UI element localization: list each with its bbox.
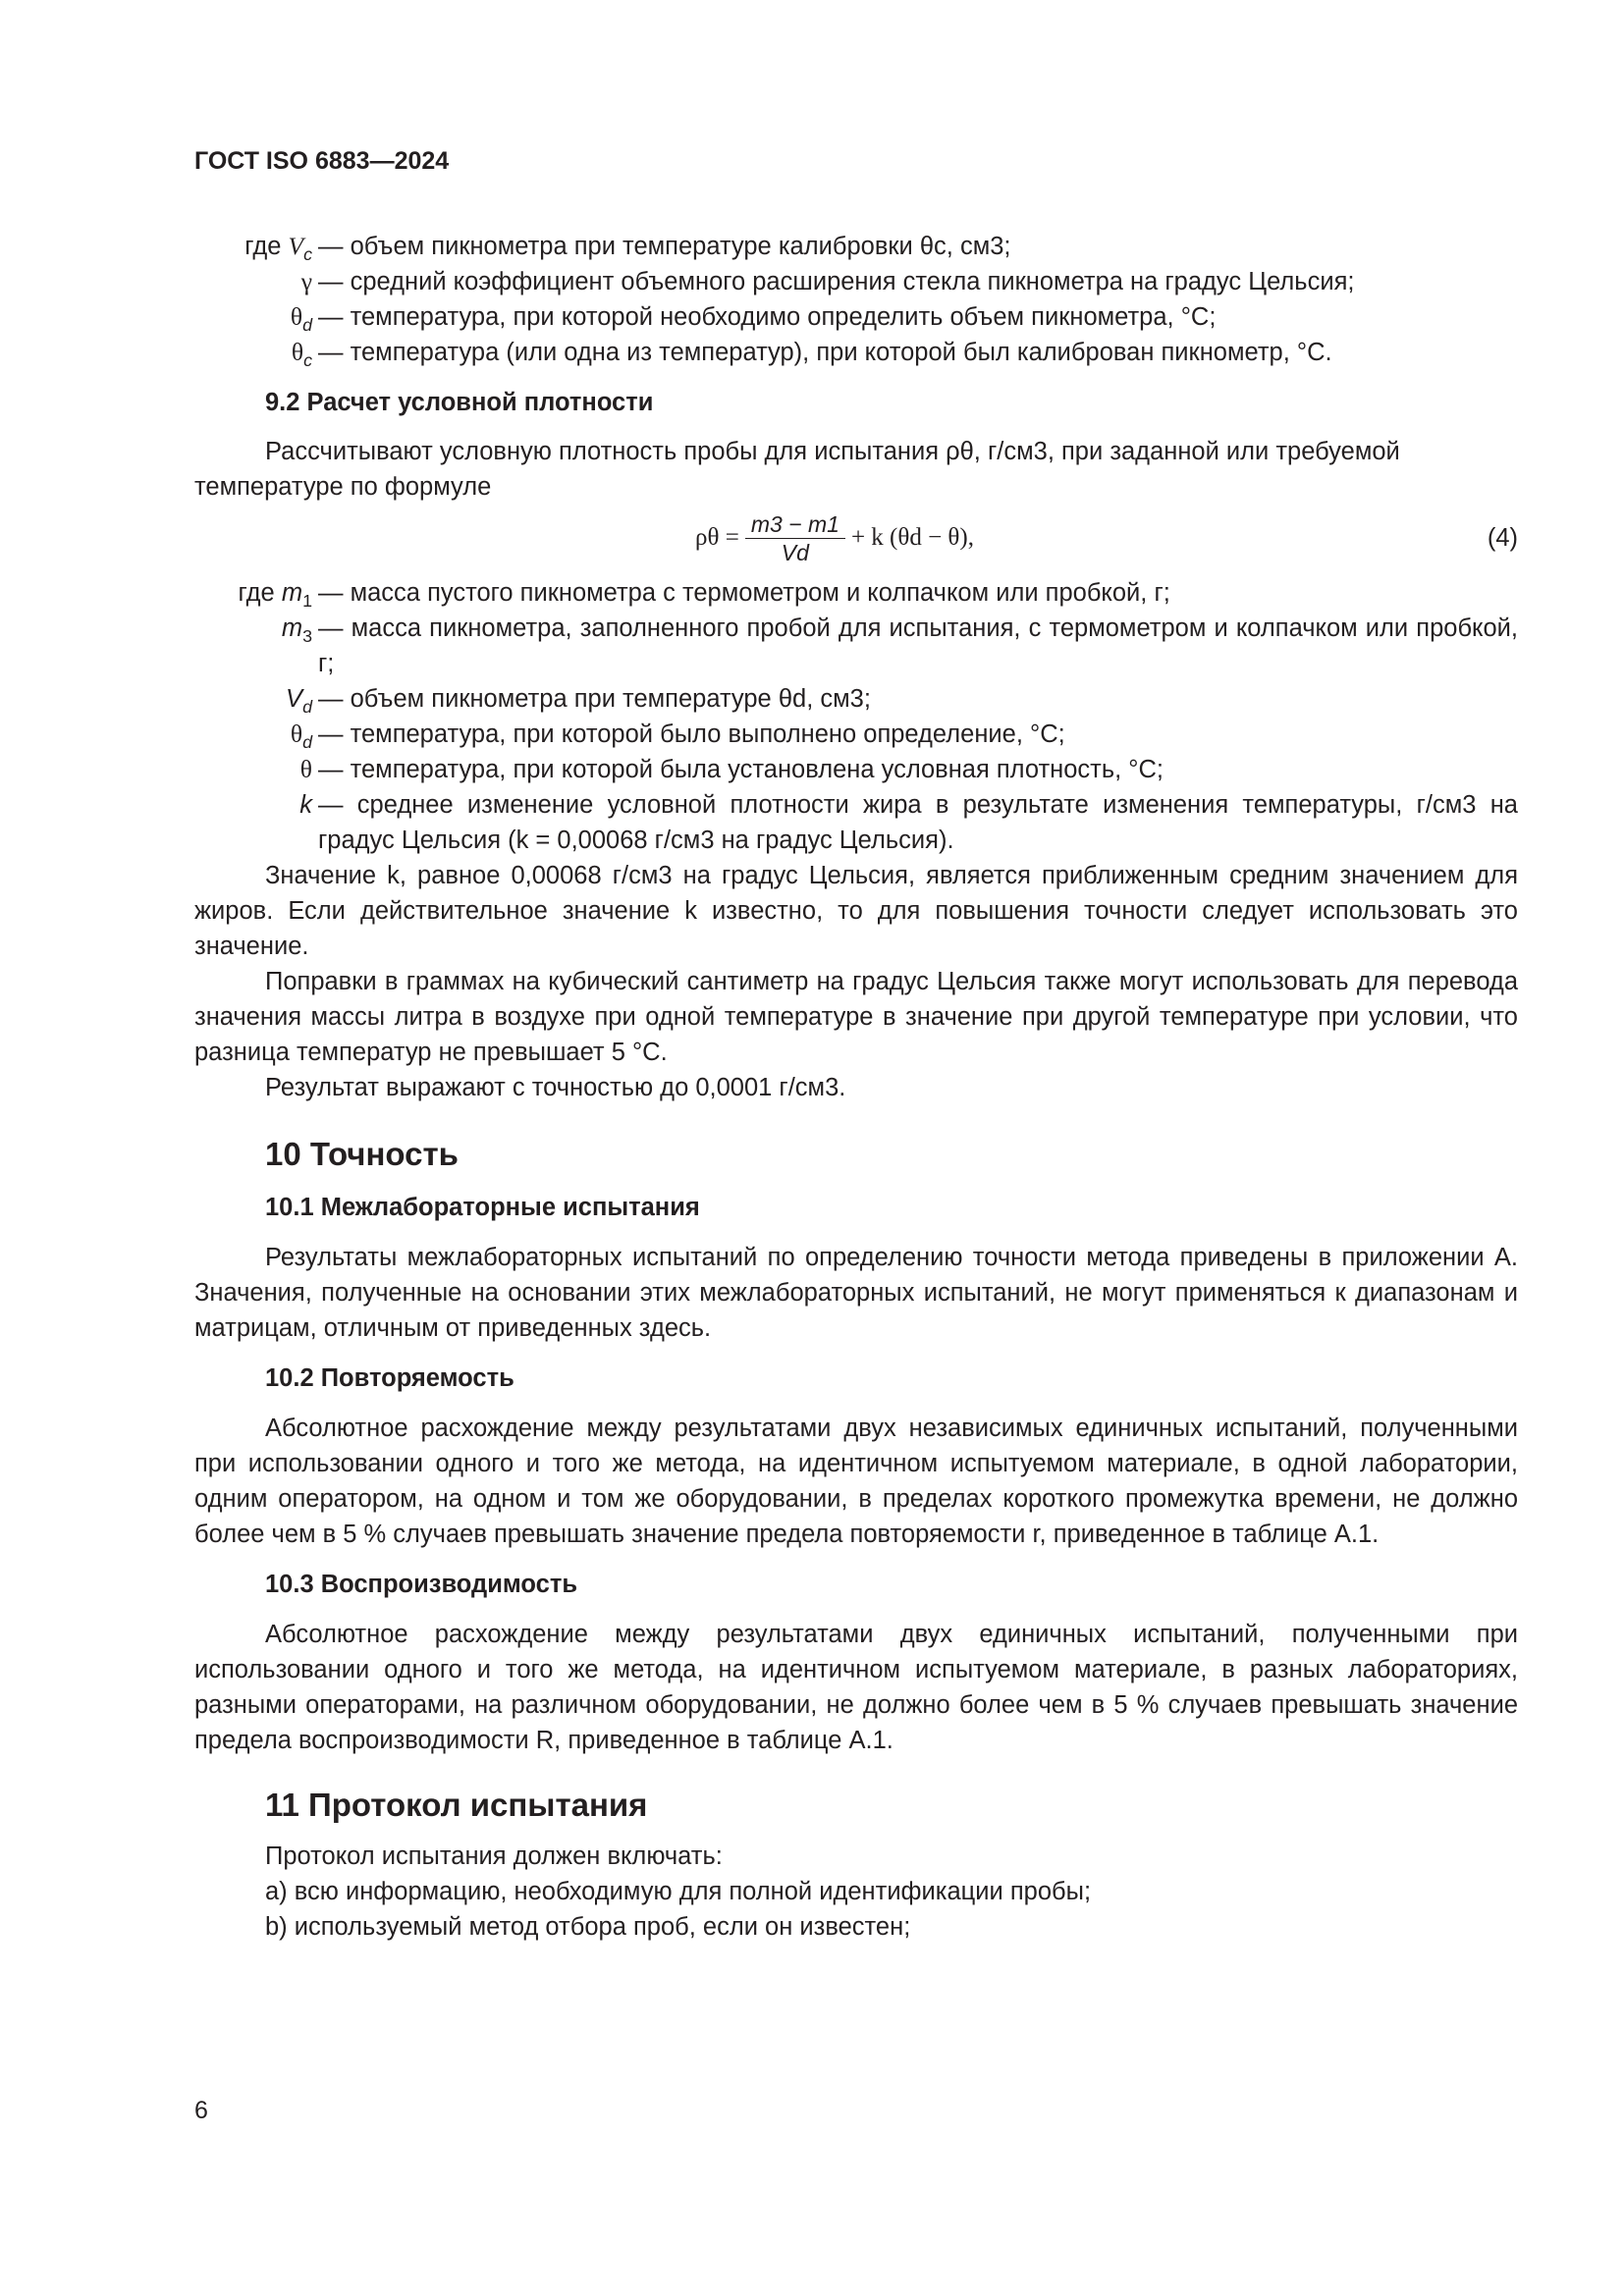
formula-rhs: + k (θd − θ), xyxy=(850,524,974,551)
def-text: — температура, при которой было выполнено определение, °С; xyxy=(318,721,1065,748)
paragraph: Результаты межлабораторных испытаний по определению точности метода приведены в приложении А. Значения, полученные на основании этих межлабораторных испытаний, не могут применяться к диапазонам и матрицам, отличным от приведенных здесь. xyxy=(194,1244,1518,1342)
paragraph: Протокол испытания должен включать: xyxy=(265,1842,723,1870)
list-item: b) используемый метод отбора проб, если он известен; xyxy=(265,1913,911,1941)
def-text: — температура, при которой была установлена условная плотность, °С; xyxy=(318,756,1164,783)
definitions-list-2: где $m_1$ — масса пустого пикнометра с термометром и колпачком или пробкой, г; $m_3$ — масса пикнометра, заполненного пробой для испытания, с термометром и колпачком или пробкой, г; $V_d$ — объем пикнометра при температуре θd, см3; $\theta_d$ — температура, при которой было выполнено определение, °С; θ — температура, при которой была установлена условная плотность, °С; k — среднее изменение условной плотности жира в результате изменения температуры, г/см3 на градус Цельсия (k = 0,00068 г/см3 на градус Цельсия). xyxy=(194,575,1518,858)
def-text: — объем пикнометра при температуре θd, см3; xyxy=(318,685,871,713)
page-number: 6 xyxy=(194,2097,208,2124)
paragraph-k-value: Значение k, равное 0,00068 г/см3 на градус Цельсия, является приближенным средним значением для жиров. Если действительное значение k известно, то для повышения точности следует использовать это значение. xyxy=(194,862,1518,960)
def-text: — объем пикнометра при температуре калибровки θc, см3; xyxy=(318,233,1011,260)
formula-numerator: m3 − m1 xyxy=(745,510,845,539)
paragraph: температуре по формуле xyxy=(194,473,492,501)
def-symbol: θ xyxy=(299,755,312,783)
paragraph-corrections: Поправки в граммах на кубический сантиметр на градус Цельсия также могут использовать для перевода значения массы литра в воздухе при одной температуре в значение при другой температуре при условии, что разница температур не превышает 5 °С. xyxy=(194,968,1518,1066)
def-symbol: V xyxy=(286,685,303,713)
def-symbol: θ xyxy=(290,302,303,331)
formula-4 xyxy=(194,505,1518,571)
list-item: a) всю информацию, необходимую для полной идентификации пробы; xyxy=(265,1878,1092,1905)
def-text: — масса пустого пикнометра с термометром и колпачком или пробкой, г; xyxy=(318,579,1170,607)
def-symbol: θ xyxy=(290,720,303,748)
def-text: — средний коэффициент объемного расширения стекла пикнометра на градус Цельсия; xyxy=(318,268,1355,295)
where-label: где xyxy=(238,579,275,607)
def-text: — температура (или одна из температур), при которой был калиброван пикнометр, °С. xyxy=(318,339,1332,366)
def-symbol: γ xyxy=(300,267,312,295)
paragraph-result: Результат выражают с точностью до 0,0001 г/см3. xyxy=(265,1074,846,1101)
section-heading-10-1: 10.1 Межлабораторные испытания xyxy=(265,1194,700,1221)
definitions-list-1: где $V_c$ — объем пикнометра при температуре калибровки θc, см3; γ — средний коэффициент объемного расширения стекла пикнометра на градус Цельсия; $\theta_d$ — температура, при которой необходимо определить объем пикнометра, °С; $\theta_c$ — температура (или одна из температур), при которой был калиброван пикнометр, °С. xyxy=(194,229,1518,370)
formula-number: (4) xyxy=(1487,524,1518,552)
section-heading-10-3: 10.3 Воспроизводимость xyxy=(265,1571,578,1598)
formula-fraction xyxy=(745,510,845,566)
document-header: ГОСТ ISO 6883—2024 xyxy=(194,147,450,175)
def-text: — масса пикнометра, заполненного пробой для испытания, с термометром и колпачком или пробкой, г; xyxy=(318,614,1518,677)
section-heading-9-2: 9.2 Расчет условной плотности xyxy=(265,389,654,416)
def-symbol: k xyxy=(299,791,312,819)
section-heading-11: 11 Протокол испытания xyxy=(265,1787,648,1823)
paragraph: Рассчитывают условную плотность пробы для испытания ρθ, г/см3, при заданной или требуемой xyxy=(265,438,1400,465)
def-symbol: m xyxy=(281,614,303,642)
formula-denominator: Vd xyxy=(781,539,809,565)
section-heading-10: 10 Точность xyxy=(265,1136,459,1172)
where-label: где xyxy=(244,233,282,260)
def-symbol: m xyxy=(281,579,303,607)
def-text: — температура, при которой необходимо определить объем пикнометра, °С; xyxy=(318,303,1217,331)
formula-lhs: ρθ = xyxy=(695,524,739,551)
def-symbol: θ xyxy=(291,338,304,366)
section-heading-10-2: 10.2 Повторяемость xyxy=(265,1364,514,1392)
paragraph: Абсолютное расхождение между результатами двух независимых единичных испытаний, полученными при использовании одного и того же метода, на идентичном испытуемом материале, в одной лаборатории, одним оператором, на одном и том же оборудовании, в пределах короткого промежутка времени, не должно более чем в 5 % случаев превышать значение предела повторяемости r, приведенное в таблице А.1. xyxy=(194,1415,1518,1548)
paragraph: Абсолютное расхождение между результатами двух единичных испытаний, полученными при использовании одного и того же метода, на идентичном испытуемом материале, в разных лабораториях, разными операторами, на различном оборудовании, не должно более чем в 5 % случаев превышать значение предела воспроизводимости R, приведенное в таблице А.1. xyxy=(194,1621,1518,1754)
def-text: — среднее изменение условной плотности жира в результате изменения температуры, г/см3 на градус Цельсия (k = 0,00068 г/см3 на градус Цельсия). xyxy=(318,791,1518,854)
page-body xyxy=(194,229,1518,1945)
def-symbol: V xyxy=(288,232,304,260)
